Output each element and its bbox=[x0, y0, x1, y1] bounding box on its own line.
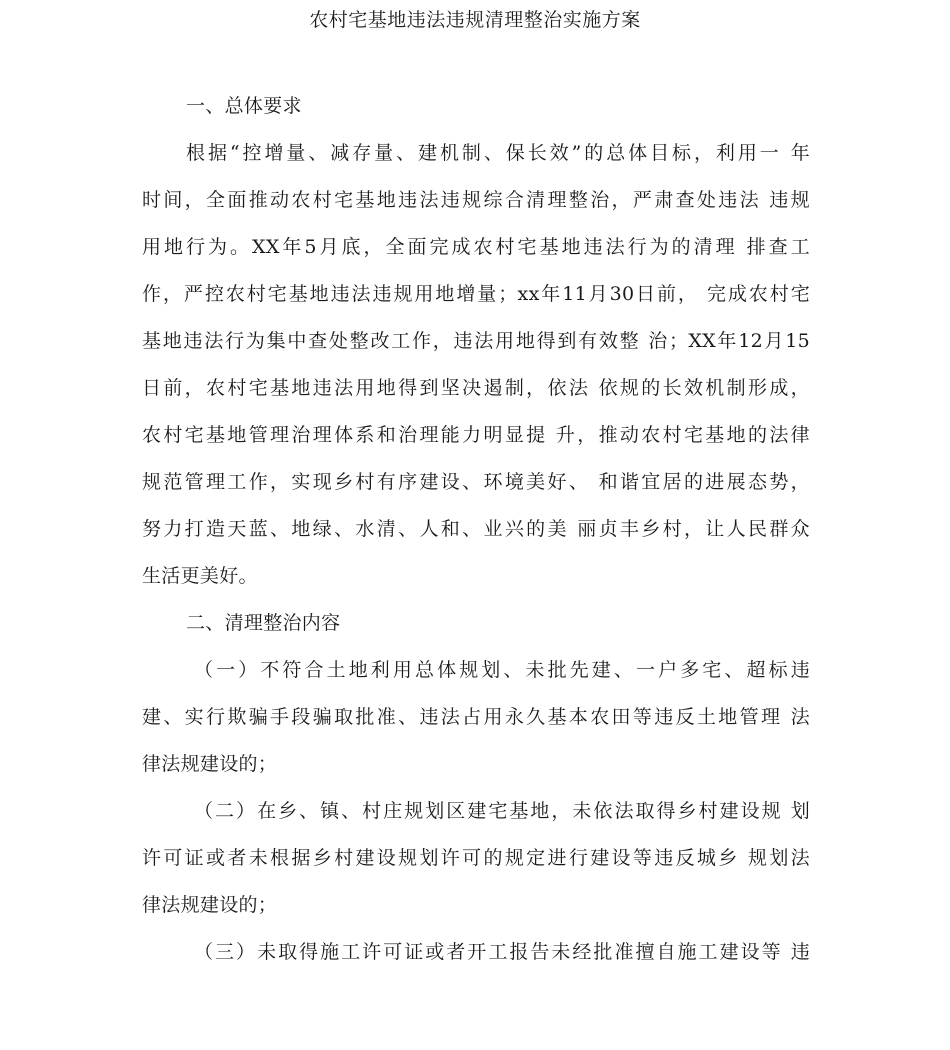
paragraph-line: 努力打造天蓝、地绿、水清、人和、业兴的美 丽贞丰乡村，让人民群众 bbox=[142, 518, 810, 540]
list-item-line: （二）在乡、镇、村庄规划区建宅基地，未依法取得乡村建设规 划 bbox=[194, 800, 810, 822]
paragraph-line: 基地违法行为集中查处整改工作，违法用地得到有效整 治；XX年12月15 bbox=[142, 330, 810, 352]
paragraph-line: 规范管理工作，实现乡村有序建设、环境美好、 和谐宜居的进展态势， bbox=[142, 471, 810, 493]
paragraph-line: 日前，农村宅基地违法用地得到坚决遏制，依法 依规的长效机制形成， bbox=[142, 377, 810, 399]
paragraph-line: 根据“控增量、减存量、建机制、保长效”的总体目标，利用一 年 bbox=[186, 142, 810, 164]
document-title: 农村宅基地违法违规清理整治实施方案 bbox=[309, 9, 641, 31]
paragraph-line: 作，严控农村宅基地违法违规用地增量；xx年11月30日前， 完成农村宅 bbox=[142, 283, 810, 305]
section-heading-1: 一、总体要求 bbox=[186, 95, 302, 117]
section-heading-2: 二、清理整治内容 bbox=[186, 612, 341, 634]
paragraph-line: 生活更美好。 bbox=[142, 565, 258, 587]
paragraph-line: 用地行为。XX年5月底，全面完成农村宅基地违法行为的清理 排查工 bbox=[142, 236, 810, 258]
list-item-line: 建、实行欺骗手段骗取批准、违法占用永久基本农田等违反土地管理 法 bbox=[142, 706, 810, 728]
list-item-line: （三）未取得施工许可证或者开工报告未经批准擅自施工建设等 违 bbox=[194, 941, 810, 963]
paragraph-line: 时间，全面推动农村宅基地违法违规综合清理整治，严肃查处违法 违规 bbox=[142, 189, 810, 211]
list-item-line: 律法规建设的； bbox=[142, 753, 278, 775]
list-item-line: 律法规建设的； bbox=[142, 894, 278, 916]
list-item-line: 许可证或者未根据乡村建设规划许可的规定进行建设等违反城乡 规划法 bbox=[142, 847, 810, 869]
document-body bbox=[142, 83, 810, 976]
paragraph-line: 农村宅基地管理治理体系和治理能力明显提 升，推动农村宅基地的法律 bbox=[142, 424, 810, 446]
list-item-line: （一）不符合土地利用总体规划、未批先建、一户多宅、超标违 bbox=[194, 659, 810, 681]
